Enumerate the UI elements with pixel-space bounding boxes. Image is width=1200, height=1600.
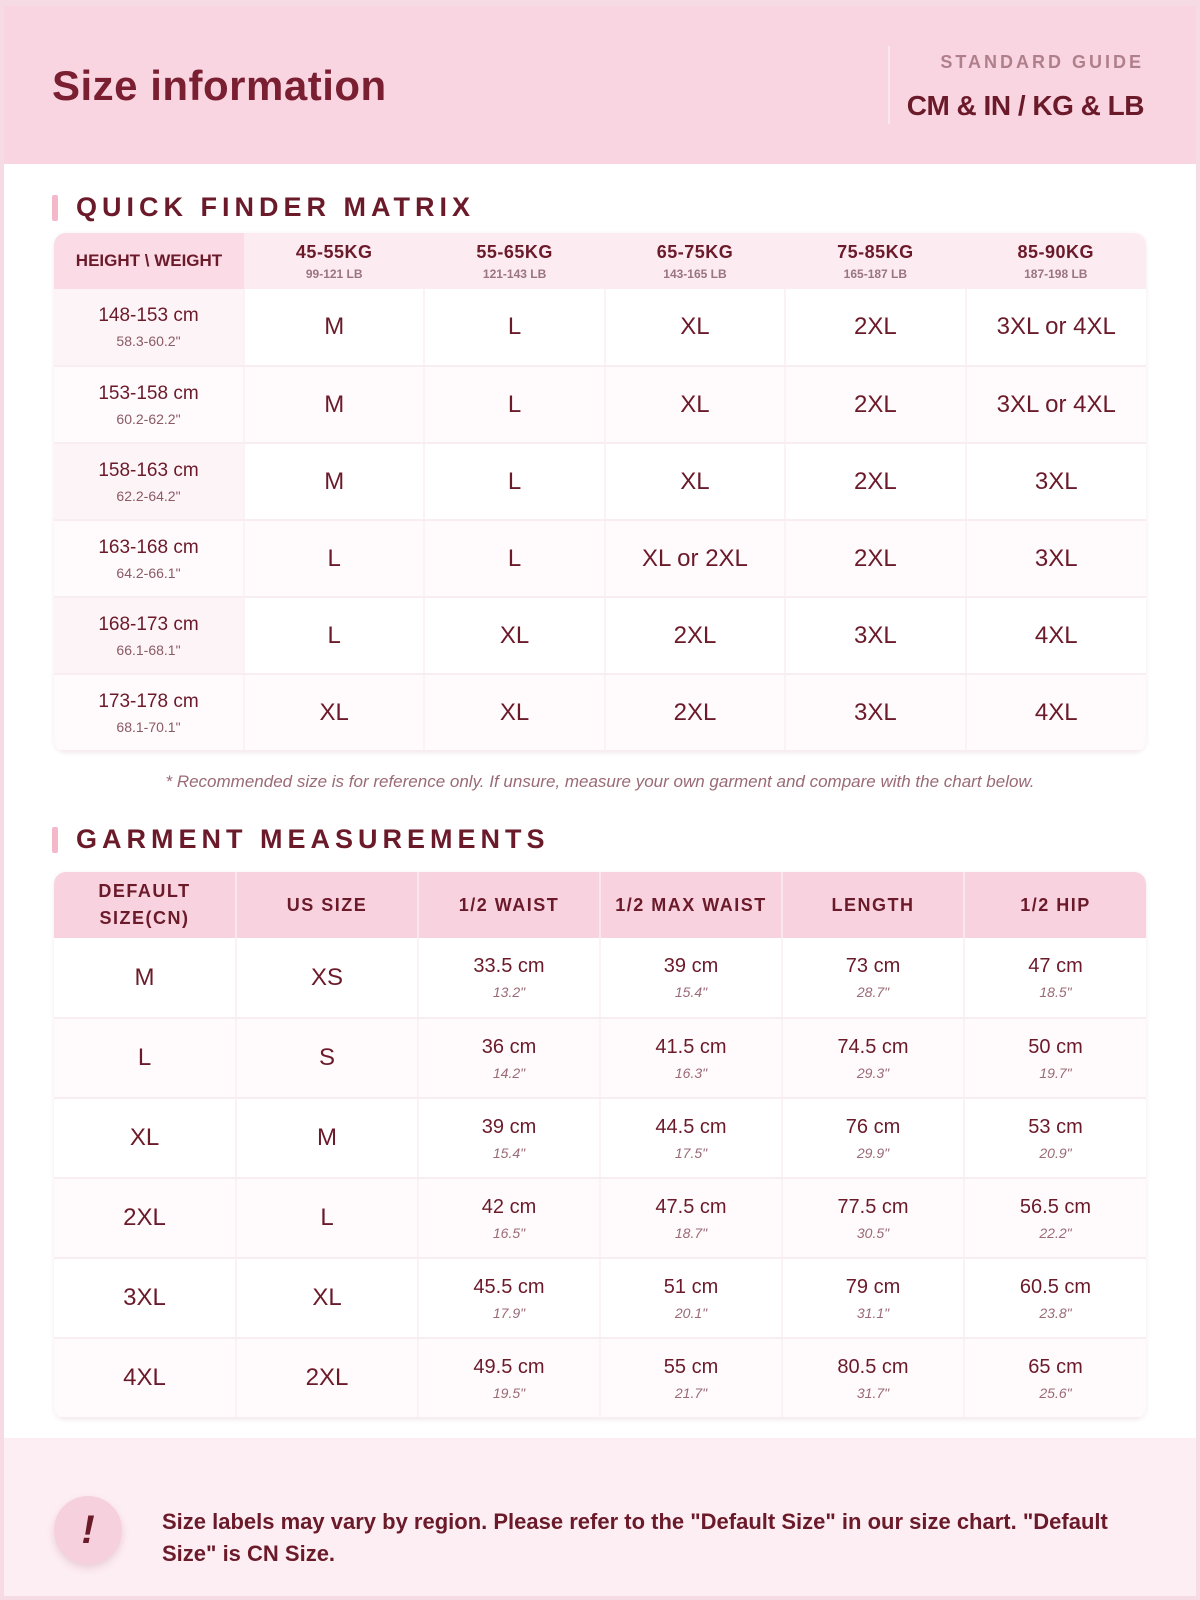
measure-in: 16.5" bbox=[492, 1224, 526, 1241]
measure-cell bbox=[418, 1338, 600, 1418]
garment-table-card bbox=[54, 872, 1146, 1419]
table-header-row bbox=[54, 233, 1146, 289]
quick-finder-table bbox=[54, 233, 1146, 752]
size-cell: M bbox=[244, 443, 424, 520]
size-cell: 2XL bbox=[605, 674, 785, 751]
height-cell bbox=[54, 520, 244, 597]
size-cell: 3XL bbox=[785, 597, 965, 674]
size-cell: XL bbox=[605, 289, 785, 366]
measure-in: 18.7" bbox=[674, 1224, 708, 1241]
weight-header bbox=[605, 233, 785, 289]
measure-cell bbox=[964, 938, 1146, 1018]
size-guide-page bbox=[4, 6, 1196, 1596]
measure-cm: 80.5 cm bbox=[837, 1355, 909, 1378]
measure-in: 25.6" bbox=[1039, 1384, 1072, 1401]
measure-cm: 45.5 cm bbox=[473, 1275, 545, 1298]
measure-in: 15.4" bbox=[492, 1144, 526, 1161]
table-row bbox=[54, 289, 1146, 366]
weight-kg: 65-75KG bbox=[656, 241, 734, 262]
table-row bbox=[54, 443, 1146, 520]
quick-finder-table-card bbox=[54, 233, 1146, 752]
table-row bbox=[54, 597, 1146, 674]
measure-cm: 55 cm bbox=[663, 1355, 719, 1378]
height-in: 66.1-68.1" bbox=[116, 641, 181, 658]
measure-cell bbox=[418, 1258, 600, 1338]
measure-cell bbox=[964, 1018, 1146, 1098]
section-title: GARMENT MEASUREMENTS bbox=[76, 824, 550, 854]
size-cell: XL or 2XL bbox=[605, 520, 785, 597]
measure-in: 17.5" bbox=[674, 1144, 708, 1161]
measure-cell bbox=[600, 1178, 782, 1258]
table-row bbox=[54, 1178, 1146, 1258]
weight-lb: 99-121 LB bbox=[305, 266, 363, 281]
measure-in: 30.5" bbox=[856, 1224, 890, 1241]
size-cell: XL bbox=[605, 443, 785, 520]
size-cell: 2XL bbox=[785, 443, 965, 520]
size-cell: 3XL bbox=[966, 443, 1146, 520]
size-cell: 2XL bbox=[605, 597, 785, 674]
height-cm: 153-158 cm bbox=[98, 382, 199, 404]
size-cell: XL bbox=[424, 597, 604, 674]
us-size-cell: M bbox=[236, 1098, 418, 1178]
guide-units: CM & IN / KG & LB bbox=[906, 90, 1144, 121]
size-cell: L bbox=[244, 597, 424, 674]
cn-size-cell: XL bbox=[54, 1098, 236, 1178]
measure-cell bbox=[600, 1338, 782, 1418]
measure-cm: 39 cm bbox=[481, 1115, 537, 1138]
table-row bbox=[54, 366, 1146, 443]
garment-heading bbox=[52, 824, 550, 855]
measure-in: 17.9" bbox=[492, 1304, 526, 1321]
weight-lb: 121-143 LB bbox=[482, 266, 547, 281]
size-cell: L bbox=[424, 366, 604, 443]
height-cm: 173-178 cm bbox=[98, 690, 199, 712]
measure-cm: 47.5 cm bbox=[655, 1195, 727, 1218]
height-cell bbox=[54, 597, 244, 674]
measure-cm: 51 cm bbox=[663, 1275, 719, 1298]
measure-in: 29.9" bbox=[856, 1144, 890, 1161]
weight-header bbox=[966, 233, 1146, 289]
reference-note: * Recommended size is for reference only. If unsure, measure your own garment and compare with the chart below. bbox=[165, 772, 1035, 791]
measure-in: 18.5" bbox=[1039, 984, 1072, 1000]
quick-finder-heading bbox=[52, 192, 475, 223]
cn-size-cell: 3XL bbox=[54, 1258, 236, 1338]
cn-size-cell: L bbox=[54, 1018, 236, 1098]
measure-cm: 49.5 cm bbox=[473, 1355, 545, 1378]
size-cell: 3XL bbox=[966, 520, 1146, 597]
weight-header bbox=[424, 233, 604, 289]
measure-cm: 79 cm bbox=[845, 1275, 901, 1298]
height-cell bbox=[54, 366, 244, 443]
measure-cell bbox=[964, 1338, 1146, 1418]
height-cell bbox=[54, 674, 244, 751]
measure-in: 31.1" bbox=[856, 1304, 890, 1321]
column-header: 1/2 WAIST bbox=[418, 872, 600, 938]
size-cell: XL bbox=[244, 674, 424, 751]
measure-in: 28.7" bbox=[856, 984, 890, 1000]
height-in: 68.1-70.1" bbox=[116, 718, 181, 735]
table-header-row bbox=[54, 872, 1146, 938]
table-row bbox=[54, 1258, 1146, 1338]
header-divider bbox=[888, 46, 890, 124]
weight-kg: 45-55KG bbox=[295, 241, 373, 262]
cn-size-cell: 2XL bbox=[54, 1178, 236, 1258]
section-accent-bar bbox=[52, 195, 58, 221]
measure-in: 23.8" bbox=[1039, 1304, 1072, 1321]
corner-header: HEIGHT \ WEIGHT bbox=[54, 233, 244, 289]
weight-header bbox=[785, 233, 965, 289]
measure-cm: 44.5 cm bbox=[655, 1115, 727, 1138]
measure-cell bbox=[418, 1018, 600, 1098]
column-header: 1/2 MAX WAIST bbox=[600, 872, 782, 938]
table-row bbox=[54, 1098, 1146, 1178]
height-cm: 163-168 cm bbox=[98, 536, 199, 558]
us-size-cell: XL bbox=[236, 1258, 418, 1338]
height-cm: 158-163 cm bbox=[98, 459, 199, 481]
measure-cm: 42 cm bbox=[481, 1195, 537, 1218]
measure-cm: 50 cm bbox=[1028, 1035, 1083, 1058]
region-notice bbox=[4, 1438, 1196, 1596]
measure-cm: 73 cm bbox=[845, 955, 901, 977]
measure-cell bbox=[782, 1098, 964, 1178]
section-title: QUICK FINDER MATRIX bbox=[76, 192, 475, 222]
size-cell: 2XL bbox=[785, 366, 965, 443]
weight-lb: 143-165 LB bbox=[663, 266, 727, 281]
size-cell: 3XL bbox=[785, 674, 965, 751]
measure-in: 14.2" bbox=[492, 1064, 526, 1081]
measure-in: 16.3" bbox=[674, 1064, 708, 1081]
weight-lb: 187-198 LB bbox=[1024, 266, 1088, 281]
measure-in: 20.9" bbox=[1039, 1144, 1072, 1161]
us-size-cell: L bbox=[236, 1178, 418, 1258]
weight-kg: 75-85KG bbox=[837, 241, 914, 262]
measure-cm: 60.5 cm bbox=[1019, 1275, 1092, 1298]
page-title: Size information bbox=[52, 62, 387, 109]
cn-size-cell: 4XL bbox=[54, 1338, 236, 1418]
table-row bbox=[54, 520, 1146, 597]
size-cell: M bbox=[244, 289, 424, 366]
size-cell: XL bbox=[424, 674, 604, 751]
column-header: US SIZE bbox=[236, 872, 418, 938]
measure-cell bbox=[782, 1258, 964, 1338]
measure-cm: 33.5 cm bbox=[473, 955, 545, 977]
measure-cell bbox=[418, 938, 600, 1018]
measure-cell bbox=[782, 938, 964, 1018]
size-cell: 3XL or 4XL bbox=[966, 366, 1146, 443]
measure-in: 29.3" bbox=[856, 1064, 890, 1081]
column-header: 1/2 HIP bbox=[964, 872, 1146, 938]
column-header: LENGTH bbox=[782, 872, 964, 938]
size-cell: 2XL bbox=[785, 520, 965, 597]
measure-in: 22.2" bbox=[1039, 1224, 1072, 1241]
measure-in: 20.1" bbox=[674, 1304, 708, 1321]
measure-cm: 47 cm bbox=[1028, 955, 1083, 977]
measure-cm: 77.5 cm bbox=[837, 1195, 909, 1218]
size-cell: 3XL or 4XL bbox=[966, 289, 1146, 366]
weight-kg: 85-90KG bbox=[1017, 241, 1095, 262]
table-row bbox=[54, 938, 1146, 1018]
measure-in: 21.7" bbox=[674, 1384, 708, 1401]
height-cm: 148-153 cm bbox=[98, 305, 199, 326]
measure-in: 15.4" bbox=[674, 984, 708, 1000]
measure-in: 31.7" bbox=[856, 1384, 890, 1401]
weight-lb: 165-187 LB bbox=[843, 266, 908, 281]
measure-cell bbox=[418, 1178, 600, 1258]
table-row bbox=[54, 1338, 1146, 1418]
size-cell: 2XL bbox=[785, 289, 965, 366]
height-in: 58.3-60.2" bbox=[116, 333, 181, 349]
size-cell: 4XL bbox=[966, 597, 1146, 674]
garment-table bbox=[54, 872, 1146, 1419]
measure-cell bbox=[418, 1098, 600, 1178]
weight-header bbox=[244, 233, 424, 289]
measure-cm: 74.5 cm bbox=[837, 1035, 909, 1058]
size-cell: L bbox=[424, 520, 604, 597]
measure-cell bbox=[964, 1098, 1146, 1178]
size-cell: L bbox=[424, 289, 604, 366]
measure-cell bbox=[782, 1018, 964, 1098]
measure-cell bbox=[964, 1178, 1146, 1258]
cn-size-cell: M bbox=[54, 938, 236, 1018]
measure-cm: 36 cm bbox=[481, 1035, 537, 1058]
height-cell bbox=[54, 443, 244, 520]
measure-in: 13.2" bbox=[492, 984, 526, 1000]
measure-cell bbox=[600, 1098, 782, 1178]
measure-cm: 53 cm bbox=[1028, 1115, 1083, 1138]
measure-cell bbox=[782, 1178, 964, 1258]
weight-kg: 55-65KG bbox=[476, 241, 553, 262]
guide-label: STANDARD GUIDE bbox=[940, 52, 1144, 72]
section-accent-bar bbox=[52, 827, 58, 853]
measure-cell bbox=[600, 1258, 782, 1338]
size-cell: M bbox=[244, 366, 424, 443]
height-in: 64.2-66.1" bbox=[116, 564, 181, 581]
column-header: DEFAULT SIZE(CN) bbox=[54, 872, 236, 938]
size-cell: XL bbox=[605, 366, 785, 443]
measure-cm: 39 cm bbox=[663, 955, 719, 977]
measure-cm: 65 cm bbox=[1028, 1355, 1083, 1378]
measure-cm: 41.5 cm bbox=[655, 1035, 727, 1058]
measure-cm: 76 cm bbox=[845, 1115, 901, 1138]
size-cell: L bbox=[424, 443, 604, 520]
measure-in: 19.5" bbox=[492, 1384, 526, 1401]
measure-in: 19.7" bbox=[1039, 1064, 1072, 1081]
height-in: 62.2-64.2" bbox=[116, 487, 181, 504]
measure-cell bbox=[964, 1258, 1146, 1338]
notice-text: Size labels may vary by region. Please refer to the "Default Size" in our size chart. "Default Size" is CN Size. bbox=[162, 1509, 1108, 1566]
table-row bbox=[54, 674, 1146, 751]
measure-cell bbox=[600, 1018, 782, 1098]
exclamation-icon: ! bbox=[54, 1496, 122, 1564]
size-cell: 4XL bbox=[966, 674, 1146, 751]
measure-cm: 56.5 cm bbox=[1019, 1195, 1092, 1218]
measure-cell bbox=[782, 1338, 964, 1418]
height-cm: 168-173 cm bbox=[98, 613, 199, 635]
height-cell bbox=[54, 289, 244, 366]
measure-cell bbox=[600, 938, 782, 1018]
table-row bbox=[54, 1018, 1146, 1098]
size-cell: L bbox=[244, 520, 424, 597]
us-size-cell: S bbox=[236, 1018, 418, 1098]
us-size-cell: 2XL bbox=[236, 1338, 418, 1418]
us-size-cell: XS bbox=[236, 938, 418, 1018]
header bbox=[4, 6, 1196, 164]
height-in: 60.2-62.2" bbox=[116, 410, 181, 427]
